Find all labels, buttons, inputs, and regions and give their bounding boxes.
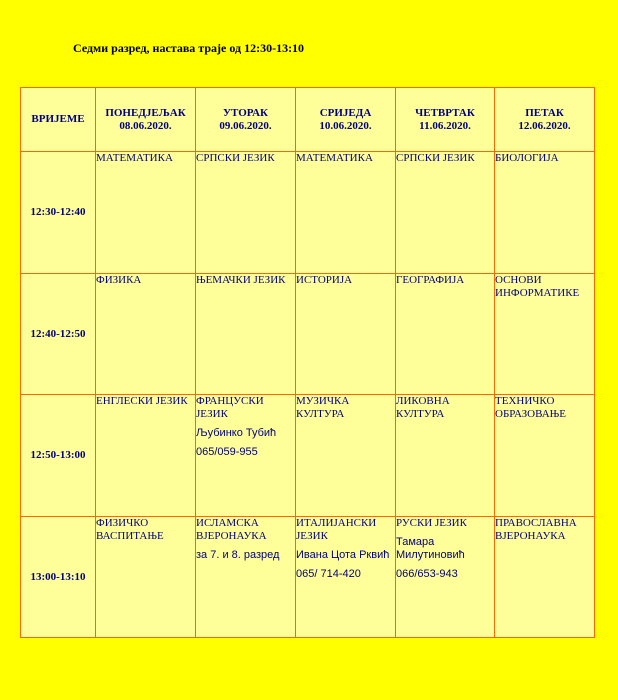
subject: МАТЕМАТИКА — [296, 152, 373, 165]
subject: БИОЛОГИЈА — [495, 152, 559, 165]
teacher-phone: 065/059-955 — [196, 446, 258, 459]
lesson-cell — [196, 152, 296, 273]
lesson-cell — [296, 516, 396, 637]
teacher-phone: 065/ 714-420 — [296, 567, 361, 580]
subject: ИТАЛИЈАНСКИ ЈЕЗИК — [296, 516, 377, 542]
lesson-cell — [196, 273, 296, 394]
header-day: ЧЕТВРТАК 11.06.2020. — [396, 88, 495, 152]
subject: ИСЛАМСКА ВЈЕРОНАУКА — [196, 516, 267, 542]
lesson-cell — [296, 395, 396, 516]
subject: МАТЕМАТИКА — [96, 152, 173, 165]
lesson-cell — [495, 516, 595, 637]
subject: ЕНГЛЕСКИ ЈЕЗИК — [96, 395, 188, 408]
lesson-cell — [96, 395, 196, 516]
teacher-name: Ивана Цота Рквић — [296, 548, 390, 561]
teacher-name: Љубинко Тубић — [196, 427, 277, 440]
lesson-cell — [96, 273, 196, 394]
lesson-cell — [296, 273, 396, 394]
subject: ЊЕМАЧКИ ЈЕЗИК — [196, 273, 286, 286]
lesson-cell — [96, 152, 196, 273]
page-title: Седми разред, настава траје од 12:30-13:10 — [73, 41, 305, 55]
lesson-cell — [196, 516, 296, 637]
table-row — [21, 152, 595, 273]
subject: ГЕОГРАФИЈА — [396, 273, 465, 286]
time-slot: 13:00-13:10 — [21, 516, 96, 637]
subject: СРПСКИ ЈЕЗИК — [396, 152, 475, 165]
lesson-cell — [495, 152, 595, 273]
lesson-cell — [396, 395, 495, 516]
header-row — [21, 88, 595, 152]
subject: ЛИКОВНА КУЛТУРА — [396, 395, 450, 421]
subject: ТЕХНИЧКО ОБРАЗОВАЊЕ — [495, 395, 566, 421]
lesson-cell — [495, 395, 595, 516]
lesson-cell — [495, 273, 595, 394]
subject: ФРАНЦУСКИ ЈЕЗИК — [196, 395, 264, 421]
subject: ФИЗИЧКО ВАСПИТАЊЕ — [96, 516, 164, 542]
subject: РУСКИ ЈЕЗИК — [396, 516, 467, 529]
subject: ОСНОВИ ИНФОРМАТИКЕ — [495, 273, 580, 299]
schedule-table — [20, 87, 595, 638]
header-time: ВРИЈЕМЕ — [21, 88, 96, 152]
subject: СРПСКИ ЈЕЗИК — [196, 152, 275, 165]
subject: МУЗИЧКА КУЛТУРА — [296, 395, 350, 421]
time-slot: 12:30-12:40 — [21, 152, 96, 273]
header-day: ПЕТАК 12.06.2020. — [495, 88, 595, 152]
table-row — [21, 516, 595, 637]
header-day: СРИЈЕДА 10.06.2020. — [296, 88, 396, 152]
lesson-cell — [96, 516, 196, 637]
time-slot: 12:40-12:50 — [21, 273, 96, 394]
table-row — [21, 395, 595, 516]
subject: ФИЗИКА — [96, 273, 142, 286]
lesson-note: за 7. и 8. разред — [196, 548, 280, 561]
header-day: ПОНЕДЈЕЉАК 08.06.2020. — [96, 88, 196, 152]
teacher-name: Тамара Милутиновић — [396, 535, 465, 561]
lesson-cell — [196, 395, 296, 516]
time-slot: 12:50-13:00 — [21, 395, 96, 516]
lesson-cell — [396, 273, 495, 394]
table-row — [21, 273, 595, 394]
lesson-cell — [396, 516, 495, 637]
subject: ИСТОРИЈА — [296, 273, 353, 286]
lesson-cell — [296, 152, 396, 273]
teacher-phone: 066/653-943 — [396, 567, 458, 580]
header-day: УТОРАК 09.06.2020. — [196, 88, 296, 152]
subject: ПРАВОСЛАВНА ВЈЕРОНАУКА — [495, 516, 577, 542]
lesson-cell — [396, 152, 495, 273]
